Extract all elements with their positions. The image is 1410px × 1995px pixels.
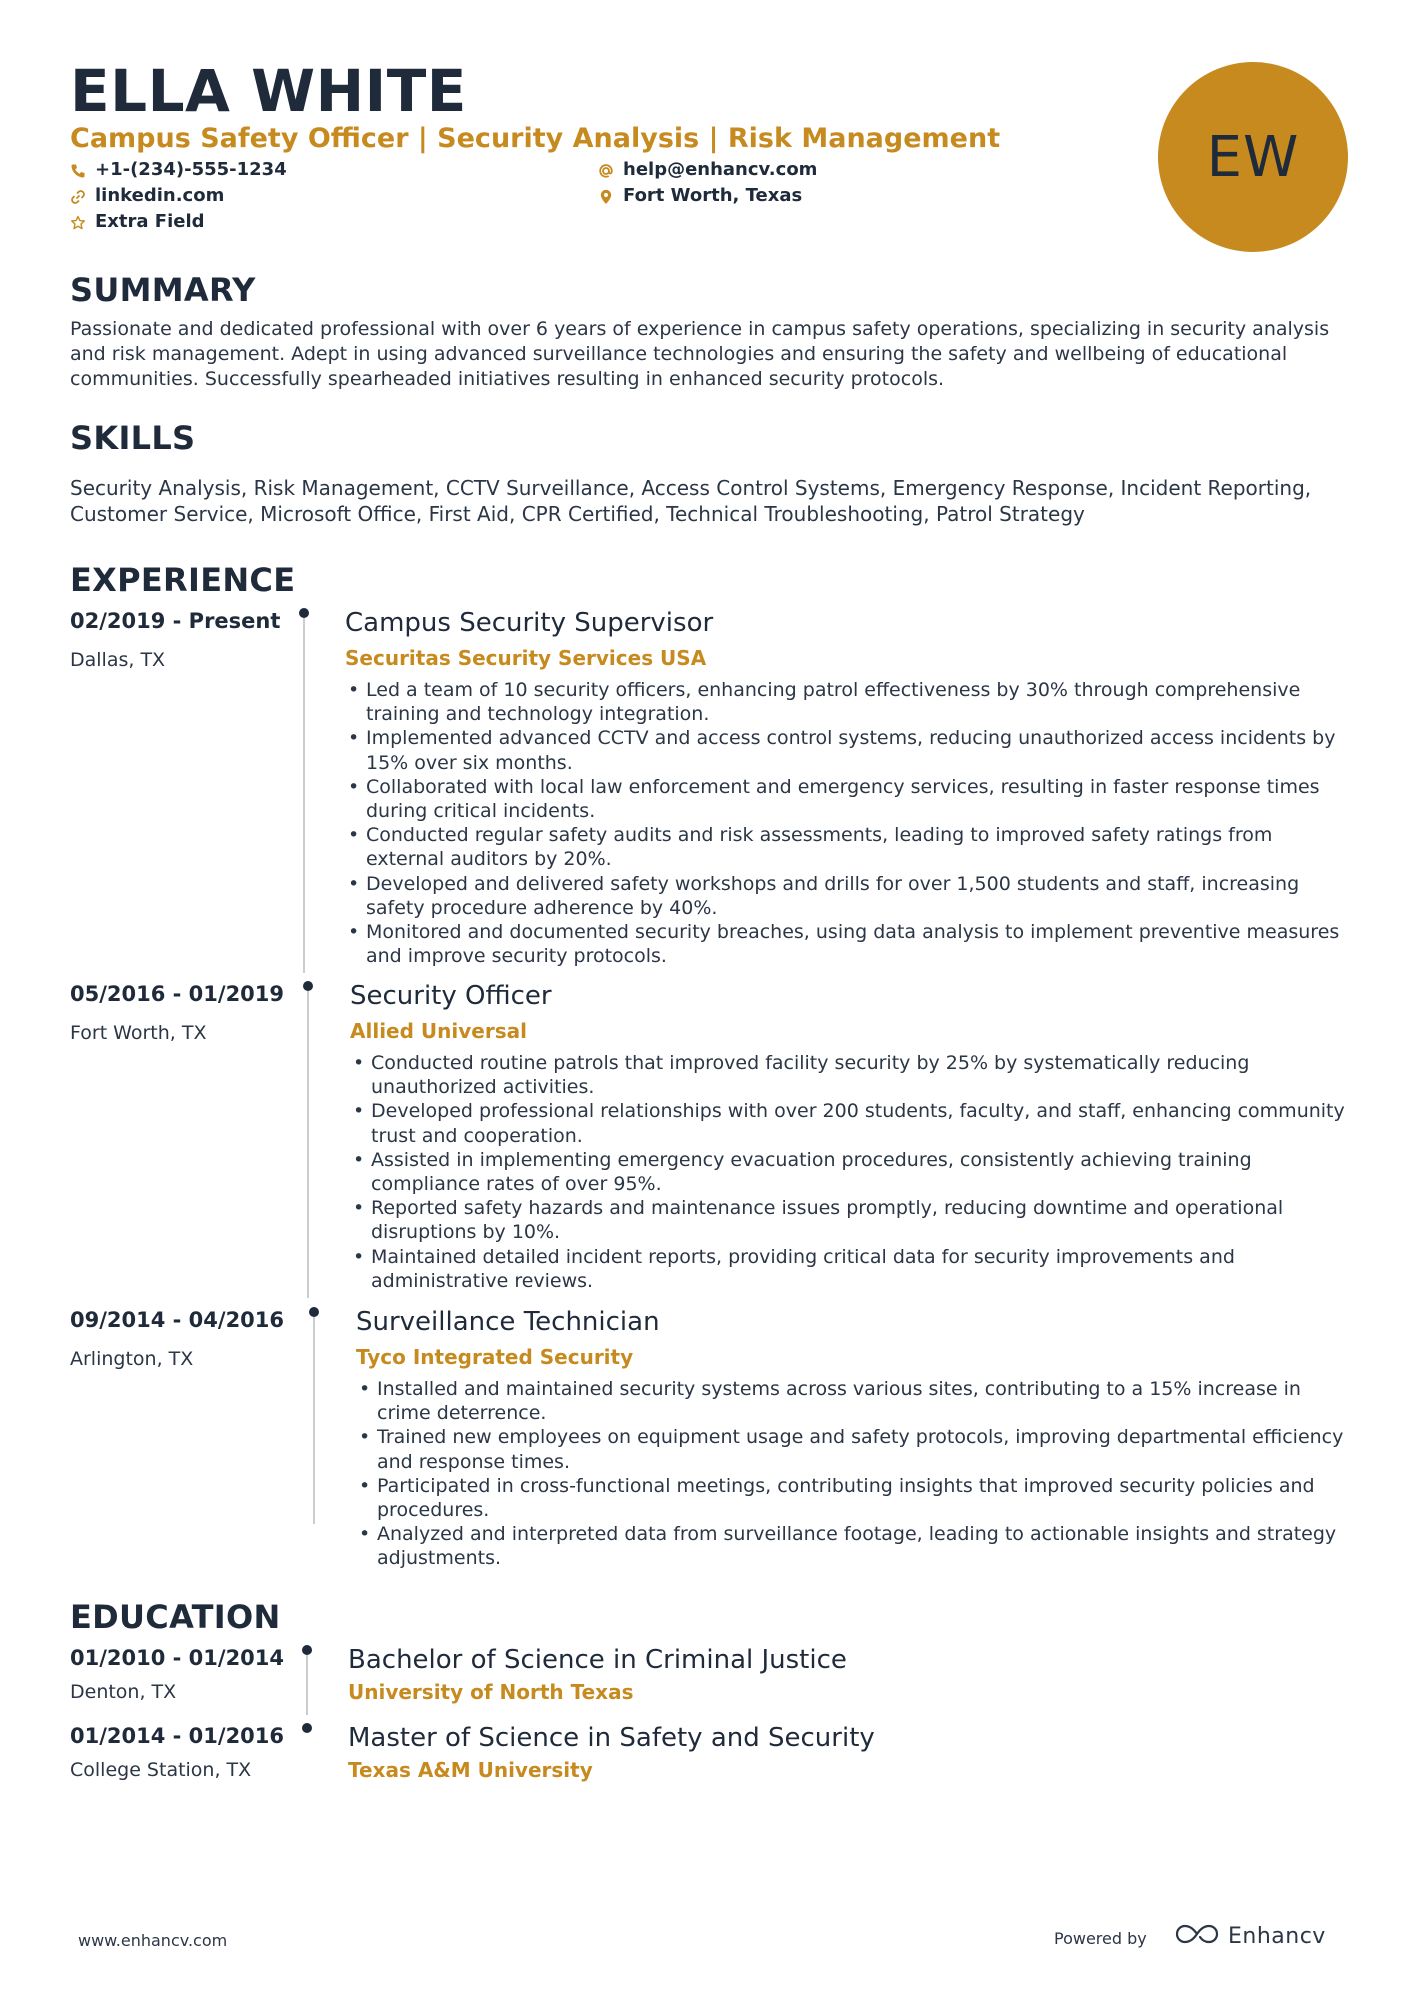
timeline-dot bbox=[309, 1307, 319, 1317]
timeline-line bbox=[307, 991, 309, 1298]
headline: Campus Safety Officer | Security Analysis | Risk Management bbox=[70, 123, 1001, 154]
infinity-logo-icon bbox=[1174, 1922, 1220, 1950]
list-item: • Developed and delivered safety workshops and drills for over 1,500 students and staff, increasing safety procedure adherence by 40%. bbox=[344, 872, 1344, 920]
contact-email[interactable] bbox=[598, 158, 817, 182]
education-location: Denton, TX bbox=[70, 1681, 177, 1703]
degree-title: Bachelor of Science in Criminal Justice bbox=[348, 1645, 847, 1675]
timeline-line bbox=[303, 618, 305, 973]
footer-website[interactable]: www.enhancv.com bbox=[78, 1931, 228, 1950]
timeline-dot bbox=[302, 1645, 312, 1655]
list-item: • Led a team of 10 security officers, enhancing patrol effectiveness by 30% through comprehensive training and technology integration. bbox=[344, 678, 1344, 726]
degree-title: Master of Science in Safety and Security bbox=[348, 1723, 875, 1753]
powered-by-label: Powered by bbox=[1054, 1929, 1147, 1948]
education-dates: 01/2010 - 01/2014 bbox=[70, 1646, 285, 1670]
job-bullets bbox=[349, 1051, 1349, 1293]
contact-location bbox=[598, 184, 802, 208]
location-pin-icon bbox=[598, 188, 614, 204]
experience-title: EXPERIENCE bbox=[70, 561, 296, 599]
education-title: EDUCATION bbox=[70, 1598, 281, 1636]
list-item: • Installed and maintained security systems across various sites, contributing to a 15% increase in crime deterrence. bbox=[355, 1377, 1345, 1425]
list-item: • Participated in cross-functional meetings, contributing insights that improved security policies and procedures. bbox=[355, 1474, 1345, 1522]
job-company: Tyco Integrated Security bbox=[356, 1345, 634, 1369]
avatar-initials: EW bbox=[1206, 124, 1300, 190]
job-company: Allied Universal bbox=[350, 1019, 527, 1043]
timeline-dot bbox=[303, 981, 313, 991]
extra-text: Extra Field bbox=[95, 211, 205, 232]
job-role: Surveillance Technician bbox=[356, 1307, 660, 1337]
job-bullets bbox=[355, 1377, 1345, 1571]
list-item: • Conducted routine patrols that improved facility security by 25% by systematically reducing unauthorized activities. bbox=[349, 1051, 1349, 1099]
job-location: Dallas, TX bbox=[70, 649, 166, 671]
skills-text: Security Analysis, Risk Management, CCTV Surveillance, Access Control Systems, Emergency Response, Incident Reporting, Customer Service, Microsoft Office, First Aid, CPR Certified, Technical Troubleshooting, Patrol Strategy bbox=[70, 476, 1312, 526]
list-item: • Developed professional relationships with over 200 students, faculty, and staff, enhancing community trust and cooperation. bbox=[349, 1099, 1349, 1147]
list-item: • Trained new employees on equipment usage and safety protocols, improving departmental efficiency and response times. bbox=[355, 1425, 1345, 1473]
summary-text: Passionate and dedicated professional with over 6 years of experience in campus safety operations, specializing in security analysis and risk management. Adept in using advanced surveillance technologies and ensuring the safety and wellbeing of educational communities. Successfully spearheaded initiatives resulting in enhanced security protocols. bbox=[70, 318, 1330, 390]
job-dates: 05/2016 - 01/2019 bbox=[70, 982, 285, 1006]
timeline-line bbox=[313, 1317, 315, 1524]
list-item: • Implemented advanced CCTV and access control systems, reducing unauthorized access incidents by 15% over six months. bbox=[344, 726, 1344, 774]
timeline-dot bbox=[299, 608, 309, 618]
contact-linkedin[interactable] bbox=[70, 184, 224, 208]
brand-name: Enhancv bbox=[1228, 1923, 1326, 1949]
job-role: Security Officer bbox=[350, 981, 552, 1011]
list-item: • Maintained detailed incident reports, providing critical data for security improvements and administrative reviews. bbox=[349, 1245, 1349, 1293]
star-icon bbox=[70, 214, 86, 230]
list-item: • Reported safety hazards and maintenance issues promptly, reducing downtime and operational disruptions by 10%. bbox=[349, 1196, 1349, 1244]
job-dates: 09/2014 - 04/2016 bbox=[70, 1308, 285, 1332]
at-icon bbox=[598, 162, 614, 178]
school-name: Texas A&M University bbox=[348, 1758, 593, 1782]
avatar bbox=[1158, 62, 1348, 252]
education-location: College Station, TX bbox=[70, 1759, 252, 1781]
job-dates: 02/2019 - Present bbox=[70, 609, 281, 633]
phone-icon bbox=[70, 162, 86, 178]
job-location: Fort Worth, TX bbox=[70, 1022, 207, 1044]
skills-title: SKILLS bbox=[70, 419, 196, 457]
list-item: • Monitored and documented security breaches, using data analysis to implement preventive measures and improve security protocols. bbox=[344, 920, 1344, 968]
list-item: • Analyzed and interpreted data from surveillance footage, leading to actionable insights and strategy adjustments. bbox=[355, 1522, 1345, 1570]
email-text: help@enhancv.com bbox=[623, 159, 818, 180]
job-role: Campus Security Supervisor bbox=[345, 608, 714, 638]
list-item: • Assisted in implementing emergency evacuation procedures, consistently achieving training compliance rates of over 95%. bbox=[349, 1148, 1349, 1196]
linkedin-text: linkedin.com bbox=[95, 185, 225, 206]
school-name: University of North Texas bbox=[348, 1680, 634, 1704]
link-icon bbox=[70, 188, 86, 204]
contact-phone bbox=[70, 158, 287, 182]
education-dates: 01/2014 - 01/2016 bbox=[70, 1724, 285, 1748]
phone-text: +1-(234)-555-1234 bbox=[95, 159, 287, 180]
timeline-dot bbox=[302, 1723, 312, 1733]
location-text: Fort Worth, Texas bbox=[623, 185, 803, 206]
list-item: • Conducted regular safety audits and risk assessments, leading to improved safety ratings from external auditors by 20%. bbox=[344, 823, 1344, 871]
list-item: • Collaborated with local law enforcement and emergency services, resulting in faster response times during critical incidents. bbox=[344, 775, 1344, 823]
job-bullets bbox=[344, 678, 1344, 968]
job-company: Securitas Security Services USA bbox=[345, 646, 707, 670]
timeline-line bbox=[306, 1655, 308, 1715]
contact-extra bbox=[70, 210, 205, 234]
brand-logo[interactable] bbox=[1174, 1922, 1326, 1950]
summary-title: SUMMARY bbox=[70, 271, 256, 309]
candidate-name: ELLA WHITE bbox=[70, 57, 467, 125]
job-location: Arlington, TX bbox=[70, 1348, 194, 1370]
